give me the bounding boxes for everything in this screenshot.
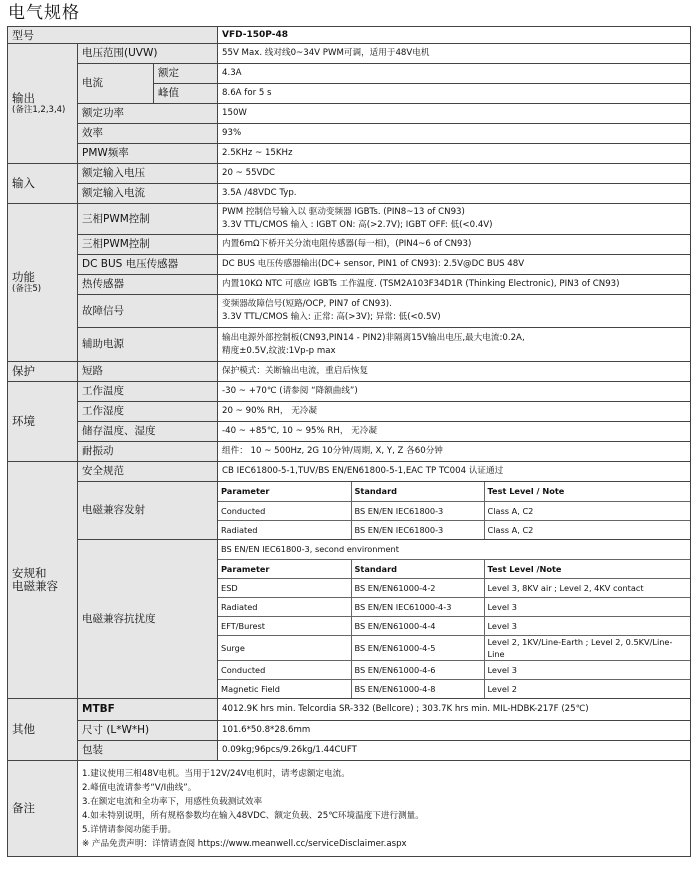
- vibration-row: [8, 442, 691, 462]
- current-rated-row: [8, 64, 691, 84]
- table-row: [218, 635, 690, 660]
- pwm-freq-label: PMW频率: [78, 144, 218, 164]
- working-temp-value: -30 ~ +70℃ (请参阅 “降额曲线”): [218, 382, 691, 402]
- disclaimer: ※ 产品免责声明：详情请查阅 https://www.meanwell.cc/serviceDisclaimer.aspx: [82, 838, 407, 849]
- immunity-header-parameter: Parameter: [218, 559, 351, 578]
- pwm-control-2-row: [8, 235, 691, 255]
- notes-category: 备注: [8, 761, 78, 857]
- input-voltage-value: 20 ~ 55VDC: [218, 164, 691, 184]
- emission-table: [218, 482, 690, 539]
- aux-power-label: 辅助电源: [78, 328, 218, 362]
- note-item: 3.在额定电流和全功率下，用感性负载测试效率: [82, 796, 263, 807]
- storage-label: 储存温度、湿度: [78, 422, 218, 442]
- working-humidity-label: 工作湿度: [78, 402, 218, 422]
- note-item: 5.详情请参阅功能手册。: [82, 824, 177, 835]
- aux-power-line1: 输出电源外部控制板(CN93,PIN14 - PIN2)非隔离15V输出电压,最大电流:0.2A,: [222, 332, 525, 343]
- note-item: 1.建议使用三相48V电机。当用于12V/24V电机时，请考虑额定电流。: [82, 768, 350, 779]
- output-note: (备注1,2,3,4): [12, 104, 66, 115]
- emission-header-note: Test Level / Note: [484, 482, 690, 501]
- immunity-parameter: EFT/Burest: [218, 616, 351, 635]
- immunity-parameter: Surge: [218, 635, 351, 660]
- mtbf-label: MTBF: [78, 699, 218, 721]
- storage-row: [8, 422, 691, 442]
- environment-category: 环境: [8, 382, 78, 462]
- safety-row: [8, 462, 691, 482]
- rated-power-row: [8, 104, 691, 124]
- immunity-parameter: Conducted: [218, 660, 351, 679]
- immunity-note: Level 3: [484, 660, 690, 679]
- pwm-control-1-line1: PWM 控制信号输入以 驱动变频器 IGBTs. (PIN8~13 of CN93): [222, 207, 465, 217]
- immunity-note: Level 3, 8KV air ; Level 2, 4KV contact: [484, 578, 690, 597]
- dimension-label: 尺寸 (L*W*H): [78, 721, 218, 741]
- vibration-label: 耐振动: [78, 442, 218, 462]
- current-label: 电流: [78, 64, 154, 104]
- page-title: 电气规格: [8, 3, 80, 23]
- protection-category: 保护: [8, 362, 78, 382]
- pwm-control-2-label: 三相PWM控制: [78, 235, 218, 255]
- immunity-standard: BS EN/EN IEC61000-4-3: [351, 597, 484, 616]
- pwm-freq-value: 2.5KHz ~ 15KHz: [218, 144, 691, 164]
- packing-value: 0.09kg;96pcs/9.26kg/1.44CUFT: [218, 741, 691, 761]
- safety-standards-label: 安全规范: [78, 462, 218, 482]
- immunity-note: Level 2, 1KV/Line-Earth ; Level 2, 0.5KV/Line-Line: [484, 635, 690, 660]
- output-category: [8, 44, 78, 164]
- dc-bus-row: [8, 255, 691, 275]
- table-row: [218, 679, 690, 698]
- immunity-parameter: ESD: [218, 578, 351, 597]
- immunity-label: 电磁兼容抗扰度: [78, 540, 218, 699]
- immunity-parameter: Radiated: [218, 597, 351, 616]
- pwm-control-1-label: 三相PWM控制: [78, 204, 218, 235]
- rated-power-label: 额定功率: [78, 104, 218, 124]
- function-note: (备注5): [12, 283, 42, 294]
- input-category: 输入: [8, 164, 78, 204]
- immunity-header-standard: Standard: [351, 559, 484, 578]
- dc-bus-label: DC BUS 电压传感器: [78, 255, 218, 275]
- emission-cell: [218, 482, 691, 540]
- notes-content: [78, 761, 691, 857]
- emission-label: 电磁兼容发射: [78, 482, 218, 540]
- voltage-range-label: 电压范围(UVW): [78, 44, 218, 64]
- fault-line1: 变频器故障信号(短路/OCP, PIN7 of CN93).: [222, 299, 392, 309]
- packing-row: [8, 741, 691, 761]
- immunity-parameter: Magnetic Field: [221, 683, 281, 694]
- emission-header-parameter: Parameter: [218, 482, 351, 501]
- dimension-value: 101.6*50.8*28.6mm: [218, 721, 691, 741]
- protection-row: [8, 362, 691, 382]
- input-voltage-row: [8, 164, 691, 184]
- rated-power-value: 150W: [218, 104, 691, 124]
- note-item: 2.峰值电流请参考“V/I曲线”。: [82, 782, 197, 793]
- table-row: [218, 578, 690, 597]
- output-label: 输出: [12, 90, 35, 105]
- immunity-row: [8, 540, 691, 699]
- emission-standard: BS EN/EN IEC61800-3: [351, 520, 484, 539]
- safety-emc-label-line2: 电磁兼容: [12, 579, 58, 593]
- aux-power-row: [8, 328, 691, 362]
- model-row: [8, 27, 691, 44]
- input-current-row: [8, 184, 691, 204]
- input-voltage-label: 额定输入电压: [78, 164, 218, 184]
- emission-note: Class A, C2: [484, 520, 690, 539]
- vibration-value: 组件： 10 ~ 500Hz, 2G 10分钟/周期, X, Y, Z 各60分钟: [218, 442, 691, 462]
- immunity-note: Level 3: [484, 597, 690, 616]
- pwm-freq-row: [8, 144, 691, 164]
- fault-line2: 3.3V TTL/CMOS 输入: 正常: 高(>3V); 异常: 低(<0.5V): [222, 312, 441, 322]
- immunity-standard: BS EN/EN61000-4-6: [351, 660, 484, 679]
- pwm-control-1-line2: 3.3V TTL/CMOS 输入 : IGBT ON: 高(>2.7V); IGBT OFF: 低(<0.4V): [222, 220, 493, 230]
- note-item: 4.如未特别说明，所有规格参数均在输入48VDC、额定负载、25℃环境温度下进行测量。: [82, 810, 424, 821]
- dimension-row: [8, 721, 691, 741]
- efficiency-value: 93%: [218, 124, 691, 144]
- aux-power-line2: 精度±0.5V,纹波:1Vp-p max: [222, 345, 336, 356]
- input-current-label: 额定输入电流: [78, 184, 218, 204]
- immunity-standard: BS EN/EN61000-4-8: [351, 679, 484, 698]
- emission-parameter: Conducted: [218, 501, 351, 520]
- immunity-note: Level 3: [484, 616, 690, 635]
- mtbf-value: 4012.9K hrs min. Telcordia SR-332 (Bellcore) ; 303.7K hrs min. MIL-HDBK-217F (25℃): [218, 699, 691, 721]
- thermal-row: [8, 275, 691, 295]
- emission-note: Class A, C2: [484, 501, 690, 520]
- pwm-control-1-value: [218, 204, 691, 235]
- emission-standard: BS EN/EN IEC61800-3: [351, 501, 484, 520]
- emission-header-standard: Standard: [351, 482, 484, 501]
- model-label: 型号: [8, 27, 218, 44]
- voltage-range-value: 55V Max. 线对线0~34V PWM可调，适用于48V电机: [218, 44, 691, 64]
- current-peak-label: 峰值: [154, 84, 218, 104]
- table-row: [218, 616, 690, 635]
- efficiency-row: [8, 124, 691, 144]
- safety-emc-category: [8, 462, 78, 699]
- safety-emc-label-line1: 安规和: [12, 566, 47, 580]
- notes-row: [8, 761, 691, 857]
- working-humidity-row: [8, 402, 691, 422]
- immunity-note: Level 2: [484, 679, 690, 698]
- mtbf-row: [8, 699, 691, 721]
- thermal-value: 内置10KΩ NTC 可感应 IGBTs 工作温度. (TSM2A103F34D1R (Thinking Electronic), PIN3 of CN93): [218, 275, 691, 295]
- immunity-header-row: [218, 559, 690, 578]
- storage-value: -40 ~ +85℃, 10 ~ 95% RH， 无冷凝: [218, 422, 691, 442]
- table-row: [218, 660, 690, 679]
- function-category: [8, 204, 78, 362]
- current-rated-label: 额定: [154, 64, 218, 84]
- immunity-standard: BS EN/EN61000-4-5: [351, 635, 484, 660]
- immunity-header-note: Test Level /Note: [484, 559, 690, 578]
- fault-row: [8, 295, 691, 328]
- emission-row: [8, 482, 691, 540]
- safety-standards-value: CB IEC61800-5-1,TUV/BS EN/EN61800-5-1,EAC TP TC004 认证通过: [218, 462, 691, 482]
- current-rated-value: 4.3A: [218, 64, 691, 84]
- short-circuit-value: 保护模式：关断输出电流，重启后恢复: [218, 362, 691, 382]
- immunity-intro-row: [218, 540, 690, 559]
- immunity-standard: BS EN/EN61000-4-2: [351, 578, 484, 597]
- emission-parameter: Radiated: [221, 524, 258, 535]
- emission-header-row: [218, 482, 690, 501]
- current-peak-value: 8.6A for 5 s: [218, 84, 691, 104]
- output-voltage-row: [8, 44, 691, 64]
- working-temp-label: 工作温度: [78, 382, 218, 402]
- working-humidity-value: 20 ~ 90% RH， 无冷凝: [218, 402, 691, 422]
- spec-table: [7, 26, 691, 857]
- input-current-value: 3.5A /48VDC Typ.: [218, 184, 691, 204]
- others-category: 其他: [8, 699, 78, 761]
- efficiency-label: 效率: [78, 124, 218, 144]
- table-row: [218, 501, 690, 520]
- working-temp-row: [8, 382, 691, 402]
- table-row: [218, 520, 690, 539]
- aux-power-value: [218, 328, 691, 362]
- immunity-intro: BS EN/EN IEC61800-3, second environment: [218, 540, 690, 559]
- function-label: 功能: [12, 269, 35, 284]
- dc-bus-value: DC BUS 电压传感器输出(DC+ sensor, PIN1 of CN93): 2.5V@DC BUS 48V: [218, 255, 691, 275]
- fault-value: [218, 295, 691, 328]
- immunity-standard: BS EN/EN61000-4-4: [351, 616, 484, 635]
- pwm-control-2-value: 内置6mΩ下桥开关分流电阻传感器(每一相)，(PIN4~6 of CN93): [218, 235, 691, 255]
- immunity-cell: [218, 540, 691, 699]
- immunity-table: [218, 540, 690, 698]
- pwm-control-1-row: [8, 204, 691, 235]
- fault-label: 故障信号: [78, 295, 218, 328]
- thermal-label: 热传感器: [78, 275, 218, 295]
- table-row: [218, 597, 690, 616]
- short-circuit-label: 短路: [78, 362, 218, 382]
- model-value: VFD-150P-48: [218, 27, 691, 44]
- packing-label: 包装: [78, 741, 218, 761]
